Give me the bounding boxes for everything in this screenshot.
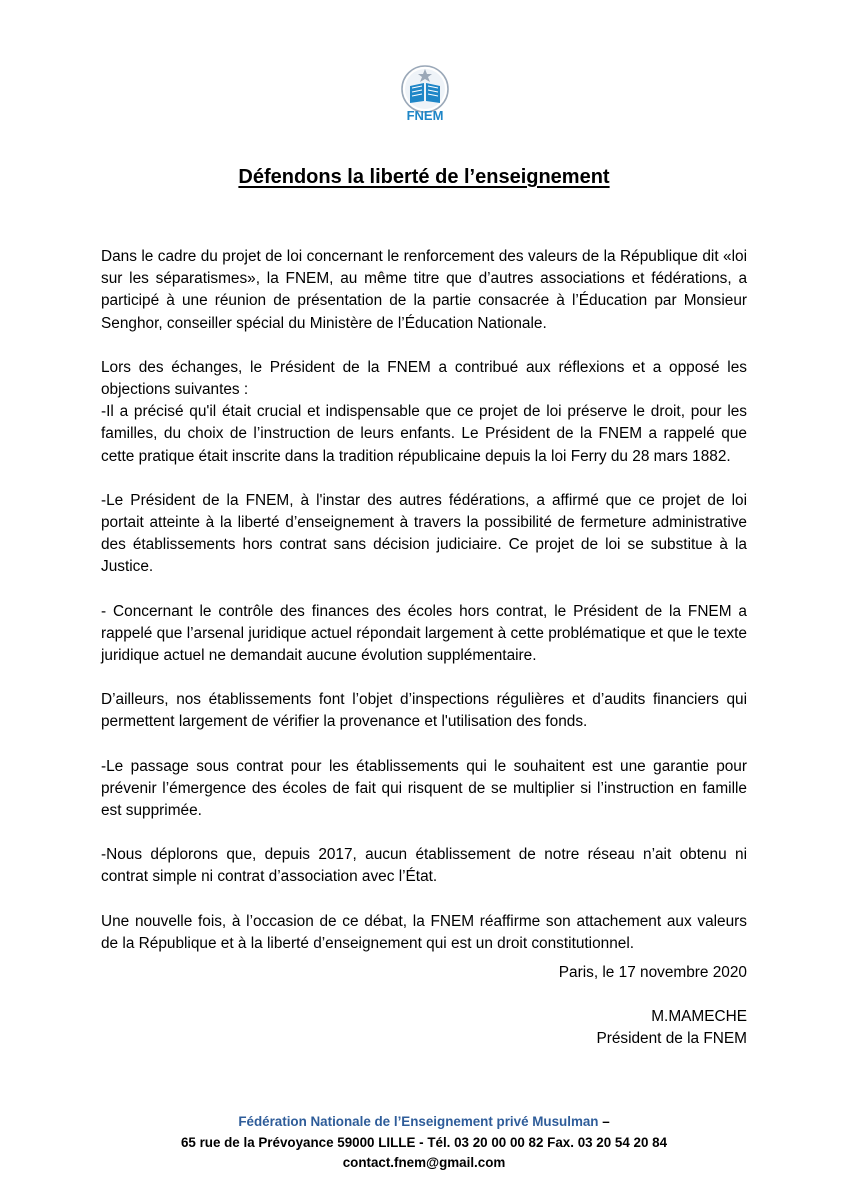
document-body (101, 246, 747, 977)
paragraph-objections-intro: Lors des échanges, le Président de la FNEM a contribué aux réflexions et a opposé les objections suivantes : (101, 358, 747, 399)
paragraph-conclusion: Une nouvelle fois, à l’occasion de ce débat, la FNEM réaffirme son attachement aux valeurs de la République et à la liberté d’enseignement qui est un droit constitutionnel. (101, 912, 747, 952)
signature-date: Paris, le 17 novembre 2020 (558, 964, 747, 981)
footer-org-line (0, 1112, 848, 1133)
signature-role: Président de la FNEM (596, 1030, 747, 1048)
fnem-logo-mark (393, 62, 457, 126)
logo-wordmark: FNEM (406, 108, 444, 123)
paragraph-inspections: D’ailleurs, nos établissements font l’objet d’inspections régulières et d’audits financiers qui permettent largement de vérifier la provenance et l'utilisation des fonds. (101, 691, 747, 731)
document-title: Défendons la liberté de l’enseignement (238, 166, 610, 188)
paragraph-context: Dans le cadre du projet de loi concernant le renforcement des valeurs de la République dit «loi sur les séparatismes», la FNEM, au même titre que d’autres associations et fédérations, a participé à une réunion de présentation de la partie consacrée à l’Éducation par Monsieur Senghor, conseiller spécial du Ministère de l’Éducation Nationale. (101, 248, 747, 332)
paragraph-contract-passage: -Le passage sous contrat pour les établissements qui le souhaitent est une garantie pour prévenir l’émergence des écoles de fait qui risquent de se multiplier si l’instruction en famille est supprimée. (101, 757, 747, 820)
footer-org-name: Fédération Nationale de l’Enseignement privé Musulman (238, 1114, 599, 1129)
footer-address: 65 rue de la Prévoyance 59000 LILLE - Tél. 03 20 00 00 82 Fax. 03 20 54 20 84 (180, 1134, 668, 1150)
paragraph-objection-freedom: -Le Président de la FNEM, à l'instar des autres fédérations, a affirmé que ce projet de loi portait atteinte à la liberté d’enseignement à travers la possibilité de fermeture administrative des établissements hors contrat sans décision judiciaire. Ce projet de loi se substitue à la Justice. (101, 491, 747, 576)
paragraph-objection-finances: - Concernant le contrôle des finances des écoles hors contrat, le Président de la FNEM a rappelé que l’arsenal juridique actuel répondait largement à cette problématique et que le texte juridique actuel ne demandait aucune évolution supplémentaire. (101, 602, 747, 665)
fnem-logo (393, 62, 457, 126)
paragraph-objection-family-choice: -Il a précisé qu'il était crucial et indispensable que ce projet de loi préserve le droit, pour les familles, du choix de l’instruction de leurs enfants. Le Président de la FNEM a rappelé que cette pratique était inscrite dans la tradition républicaine depuis la loi Ferry du 28 mars 1882. (101, 403, 747, 465)
signature-name: M.MAMECHE (651, 1008, 747, 1026)
signature-block (559, 962, 747, 1051)
footer-email: contact.fnem@gmail.com (342, 1155, 506, 1170)
footer-dash: – (598, 1114, 610, 1129)
footer (0, 1112, 848, 1174)
paragraph-deplore: -Nous déplorons que, depuis 2017, aucun établissement de notre réseau n’ait obtenu ni contrat simple ni contrat d’association avec l’État. (101, 846, 747, 886)
